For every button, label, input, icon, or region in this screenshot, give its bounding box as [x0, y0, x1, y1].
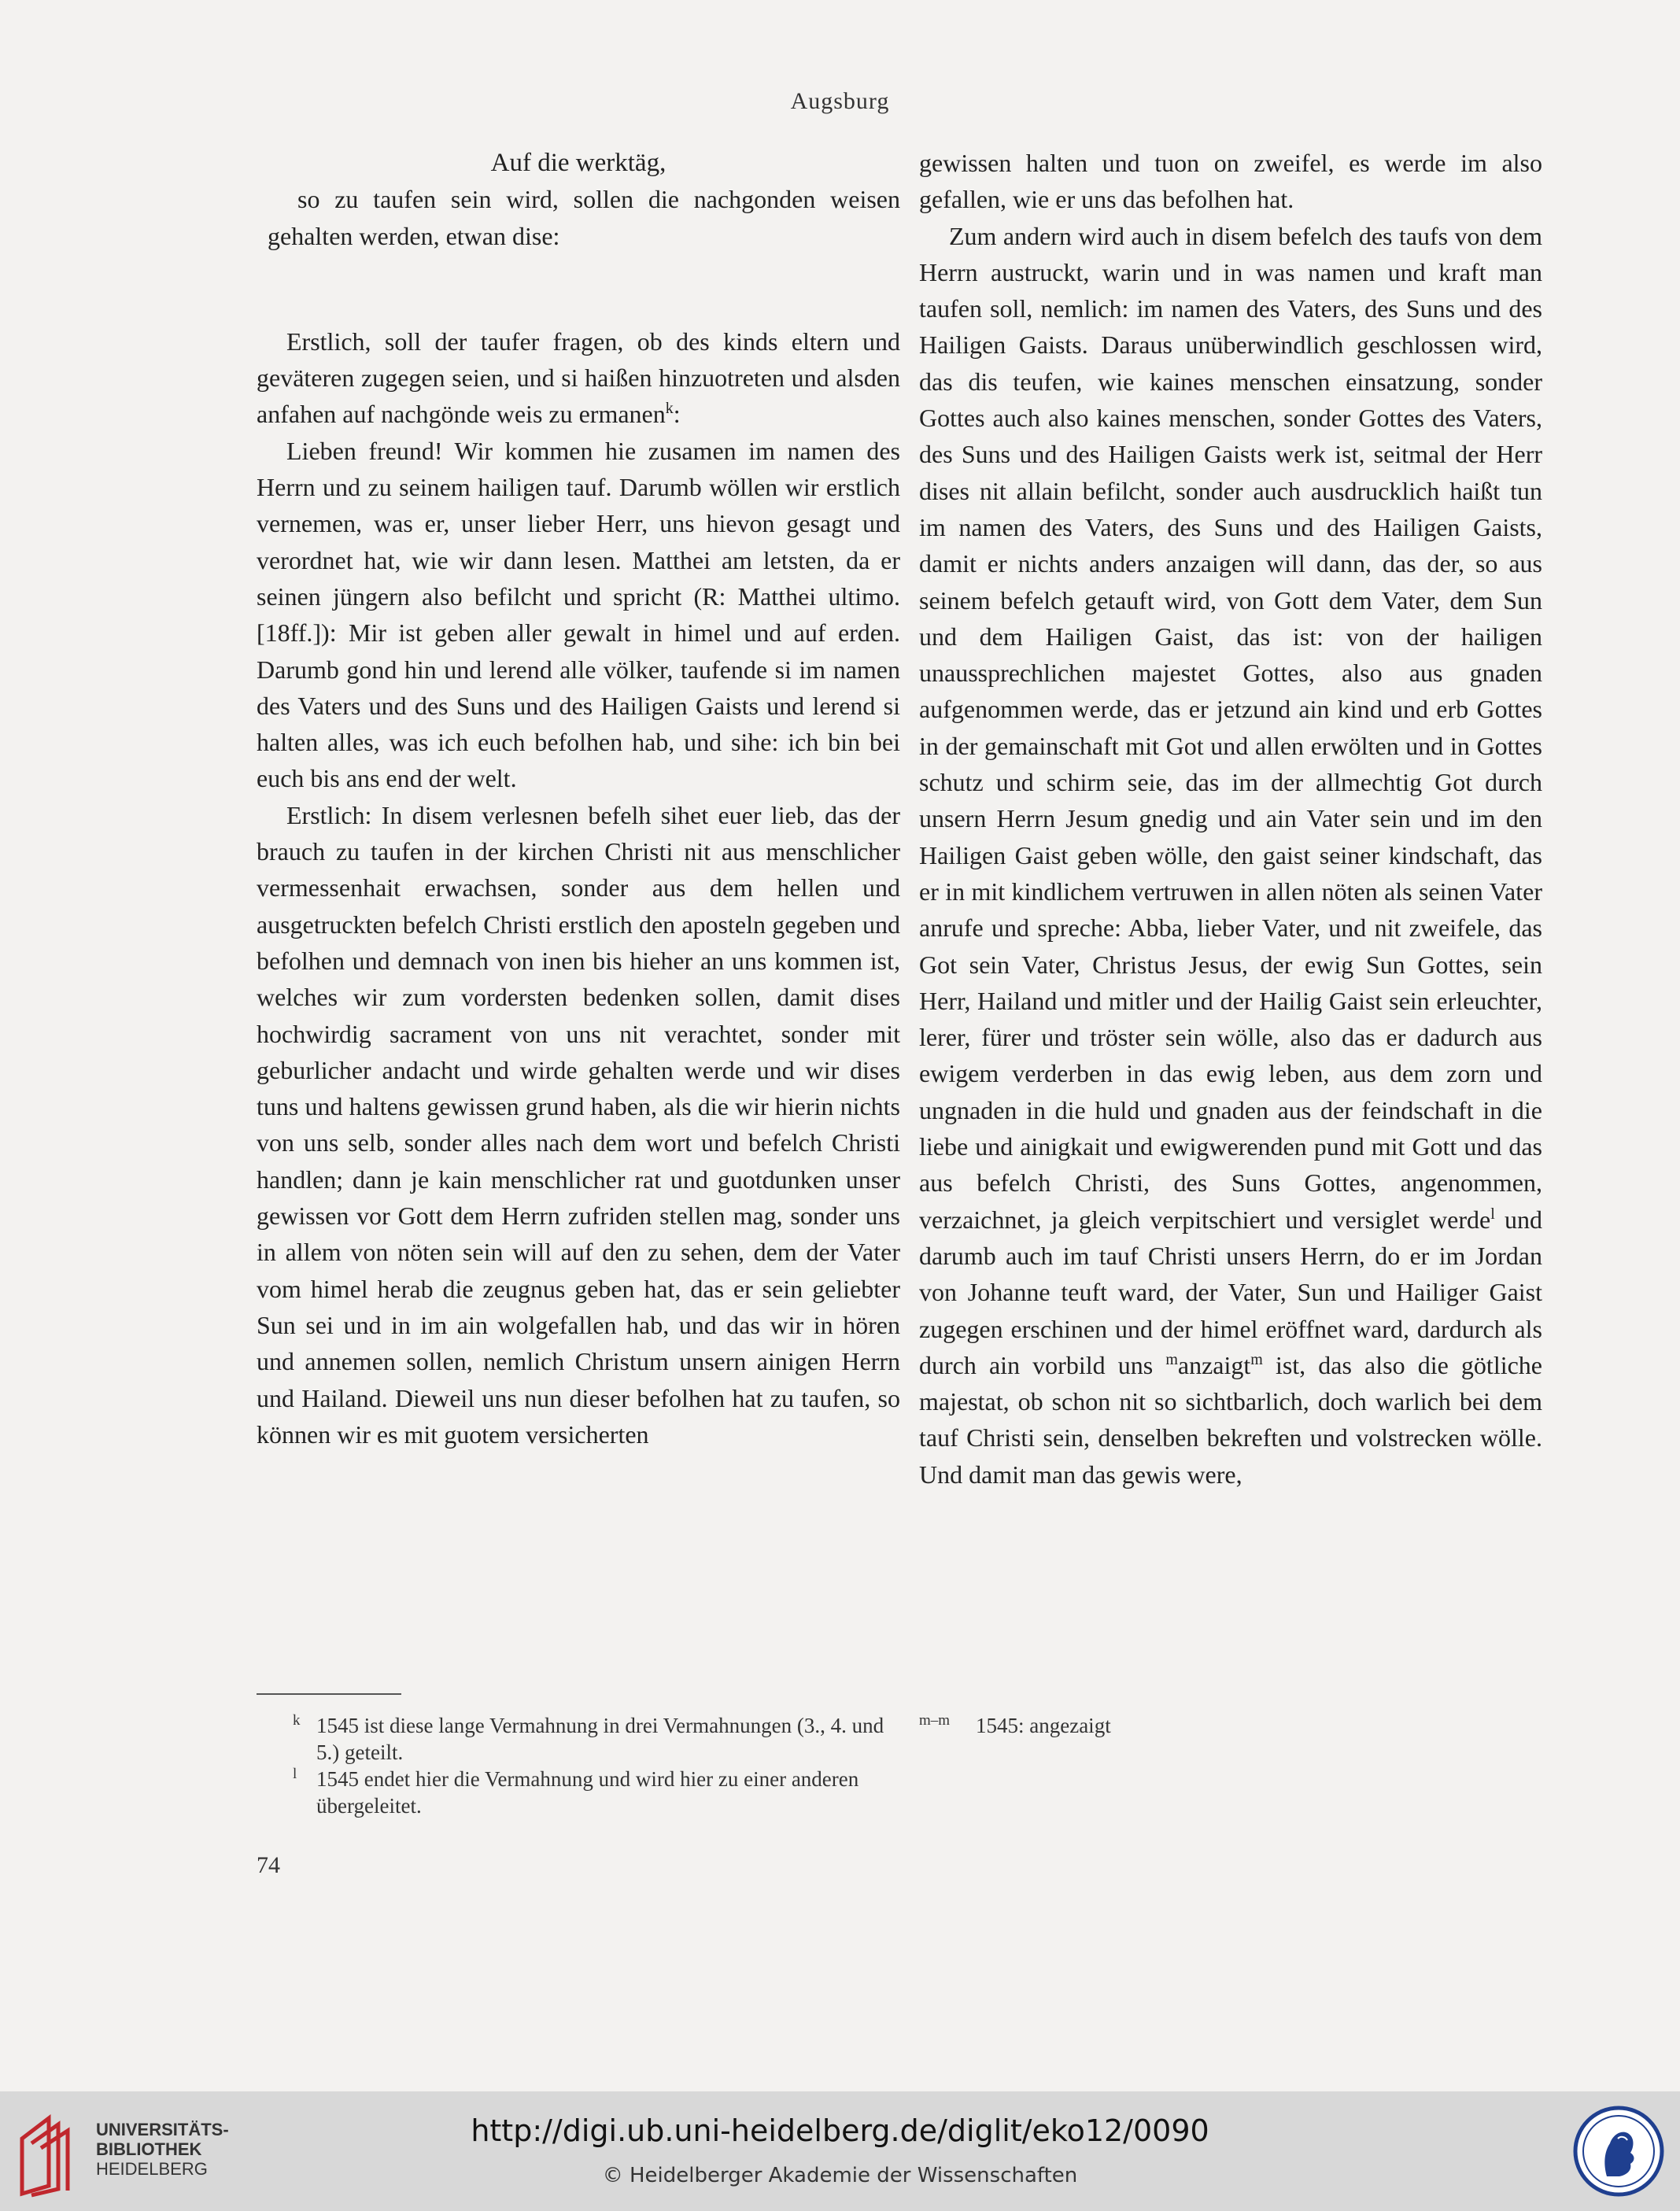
footnote-text: 1545 endet hier die Vermahnung und wird hier zu einer anderen übergeleitet. [316, 1767, 859, 1818]
paragraph-text: Erstlich, soll der taufer fragen, ob des kinds eltern und geväteren zugegen seien, und si haißen hinzuotreten und alsden anfahen auf nachgönde weis zu ermanen [257, 327, 900, 429]
paragraph-text: ist, das also die götliche majestat, ob schon nit so sichtbarlich, doch warlich bei dem tauf Christi sein, denselben bekreften und volstrecken wölle. Und damit man das gewis were, [919, 1350, 1543, 1489]
footer-bar [0, 2091, 1680, 2211]
footnote [919, 1712, 1541, 1739]
section-heading: Auf die werktäg, [490, 149, 666, 177]
footnotes-right [919, 1712, 1541, 1739]
library-name-line: UNIVERSITÄTS- [96, 2120, 229, 2139]
library-name-line: HEIDELBERG [96, 2159, 208, 2179]
footnote-marker[interactable]: k [665, 400, 674, 418]
footnote-text: 1545 ist diese lange Vermahnung in drei Vermahnungen (3., 4. und 5.) geteilt. [316, 1714, 884, 1764]
footnote-mark: l [293, 1766, 297, 1782]
footnotes-left [293, 1712, 891, 1819]
permalink-url[interactable]: http://digi.ub.uni-heidelberg.de/diglit/eko12/0090 [471, 2113, 1209, 2148]
paragraph [919, 218, 1542, 1493]
footnote-divider [257, 1693, 401, 1695]
copyright-notice: © Heidelberger Akademie der Wissenschaften [602, 2164, 1078, 2187]
footnote [293, 1712, 891, 1766]
intro-paragraph: so zu taufen sein wird, sollen die nachgonden weisen gehalten werden, etwan dise: [268, 185, 900, 250]
paragraph-text: Zum andern wird auch in disem befelch des taufs von dem Herrn austruckt, warin und in was namen und kraft man taufen soll, nemlich: im namen des Vaters, des Suns und des Hailigen Gaists. Daraus unüberwindlich geschlossen wird, das dis teufen, wie kaines menschen einsatzung, sonder Gottes auch also kaines menschen, sonder Gottes des Vaters, des Suns und des Hailigen Gaists werk ist, seitmal der Herr dises nit allain befilcht, sonder auch ausdrucklich haißt tun im namen des Vaters, des Suns und des Hailigen Gaists, damit er nichts anders anzaigen will dann, das der, so aus seinem befelch getauft wird, von Gott dem Vater, dem Sun und dem Hailigen Gaist, das ist: von der hailigen unaussprechlichen majestet Gottes, also aus gnaden aufgenommen werde, das er jetzund ain kind und erb Gottes in der gemainschaft mit Got und allen erwölten und in Gottes schutz und schirm seie, das im der allmechtig Got durch unsern Herrn Jesum gnedig und ain Vater sein und im den Hailigen Gaist geben wölle, den gaist seiner kindschaft, das er in mit kindlichem vertruwen in allen nöten als seinen Vater anrufe und spreche: Abba, lieber Vater, und nit zweifele, das Got sein Vater, Christus Jesus, der ewig Sun Gottes, sein Herr, Hailand und mitler und der Hailig Gaist sein erleuchter, lerer, fürer und tröster sein wölle, also das er dadurch aus ewigem verderben in das ewig leben, aus dem zorn und ungnaden in die huld und gnaden aus der feindschaft in die liebe und ainigkait und ewigwerenden pund mit Gott und das aus befelch Christi, des Suns Gottes, angenommen, verzaichnet, ja gleich verpitschiert und versiglet werde [919, 221, 1542, 1234]
paragraph: gewissen halten und tuon on zweifel, es werde im also gefallen, wie er uns das befolhen hat. [919, 149, 1542, 214]
footnote-mark: m–m [919, 1712, 951, 1729]
paragraph-gap [257, 292, 900, 323]
paragraph-text: und darumb auch im tauf Christi unsers Herrn, do er im Jordan von Johanne teuft ward, der Vater, Sun und Hailiger Gaist zugegen erschinen und der himel eröffnet ward, dardurch als durch ain vorbild uns [919, 1205, 1543, 1379]
running-head: Augsburg [790, 88, 890, 114]
footnote-marker[interactable]: m [1250, 1350, 1263, 1368]
paragraph-text: : [673, 400, 681, 429]
paragraph-text: anzaigt [1177, 1350, 1251, 1379]
paragraph: Lieben freund! Wir kommen hie zusamen im namen des Herrn und zu seinem hailigen tauf. Darumb wöllen wir erstlich vernemen, was er, unser lieber Herr, uns hievon gesagt und verordnet hat, wie wir dann lesen. Matthei am letsten, da er seinen jüngern also befilcht und spricht (R: Matthei ultimo. [18ff.]): Mir ist geben aller gewalt in himel und auf erden. Darumb gond hin und lerend alle völker, taufende si im namen des Vaters und des Suns und des Hailigen Gaists und lerend si halten alles, was ich euch befolhen hab, und sihe: ich bin bei euch bis ans end der welt. [257, 436, 900, 793]
academy-seal-icon[interactable] [1572, 2104, 1665, 2198]
paragraph [257, 323, 900, 433]
right-column [919, 145, 1542, 1493]
footnote-text: 1545: angezaigt [976, 1714, 1111, 1737]
page-number: 74 [257, 1852, 280, 1878]
footnote-marker[interactable]: m [1165, 1350, 1178, 1368]
footnote [293, 1766, 891, 1819]
footnote-marker[interactable]: l [1490, 1205, 1495, 1223]
library-name-line: BIBLIOTHEK [96, 2139, 202, 2159]
paragraph: Erstlich: In disem verlesnen befelh sihet euer lieb, das der brauch zu taufen in der kirchen Christi nit aus menschlicher vermessenhait erwachsen, sonder aus dem hellen und ausgetruckten befelch Christi erstlich den aposteln gegeben und befolhen und demnach von inen bis hieher an uns kommen ist, welches wir zum vordersten bedenken sollen, damit dises hochwirdig sacrament von uns nit verachtet, sonder mit geburlicher andacht und wirde gehalten werde und wir dises tuns und haltens gewissen grund haben, als die wir hierin nichts von uns selb, sonder alles nach dem wort und befelch Christi handlen; dann je kain menschlicher rat und guotdunken unser gewissen vor Gott dem Herrn zufriden stellen mag, sonder uns in allem von nöten sein will auf den zu sehen, dem der Vater vom himel herab die zeugnus geben hat, das er sein geliebter Sun sei und in im ain wolgefallen hab, und das wir in hören und annemen sollen, nemlich Christum unsern ainigen Herrn und Hailand. Dieweil uns nun dieser befolhen hat zu taufen, so können wir es mit guotem versicherten [257, 800, 900, 1449]
left-column [257, 145, 900, 1452]
footnote-mark: k [293, 1712, 301, 1729]
